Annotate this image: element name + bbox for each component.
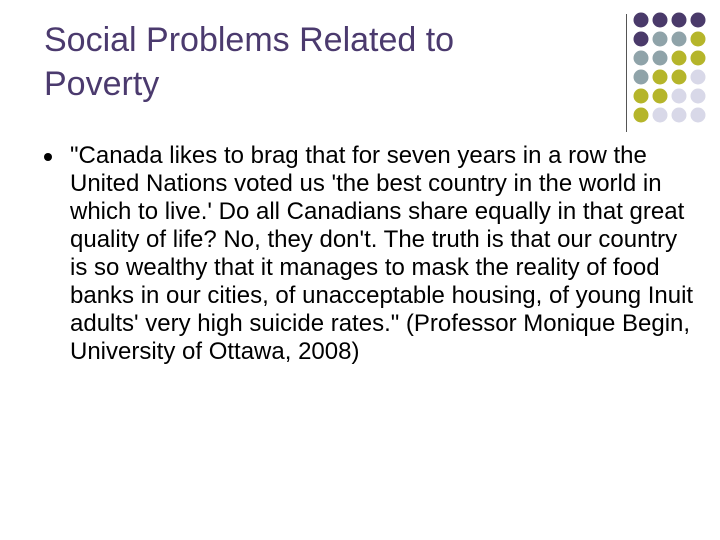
decorative-dot: [672, 51, 687, 66]
decorative-dot: [653, 51, 668, 66]
decorative-dot: [672, 70, 687, 85]
decorative-dot: [691, 13, 706, 28]
decorative-dot-grid: [0, 0, 720, 130]
decorative-dot: [691, 89, 706, 104]
slide-body: [44, 142, 694, 366]
decorative-dot: [691, 70, 706, 85]
decorative-dot: [691, 51, 706, 66]
decorative-dot: [672, 13, 687, 28]
decorative-dot: [653, 32, 668, 47]
decorative-dot: [634, 70, 649, 85]
decorative-dot: [634, 108, 649, 123]
title-line-1: Social Problems Related to: [44, 21, 455, 59]
decorative-dot: [653, 13, 668, 28]
decorative-dot: [653, 70, 668, 85]
bullet-item: [44, 142, 694, 366]
decorative-dot: [691, 32, 706, 47]
decorative-dot: [634, 13, 649, 28]
decorative-dot: [634, 89, 649, 104]
decorative-dot: [634, 32, 649, 47]
title-line-2: Poverty: [44, 65, 160, 103]
decorative-dot: [691, 108, 706, 123]
decorative-dot: [672, 89, 687, 104]
decorative-dot: [653, 108, 668, 123]
decorative-dot: [672, 32, 687, 47]
bullet-dot-icon: [44, 153, 52, 161]
decorative-dot: [653, 89, 668, 104]
decorative-dot: [634, 51, 649, 66]
decorative-dot: [672, 108, 687, 123]
bullet-text: "Canada likes to brag that for seven years in a row the United Nations voted us 'the best country in the world in which to live.' Do all Canadians share equally in that great quality of life? No, they don't. The truth is that our country is so wealthy that it manages to mask the reality of food banks in our cities, of unacceptable housing, of young Inuit adults' very high suicide rates." (Professor Monique Begin, University of Ottawa, 2008): [70, 142, 694, 365]
